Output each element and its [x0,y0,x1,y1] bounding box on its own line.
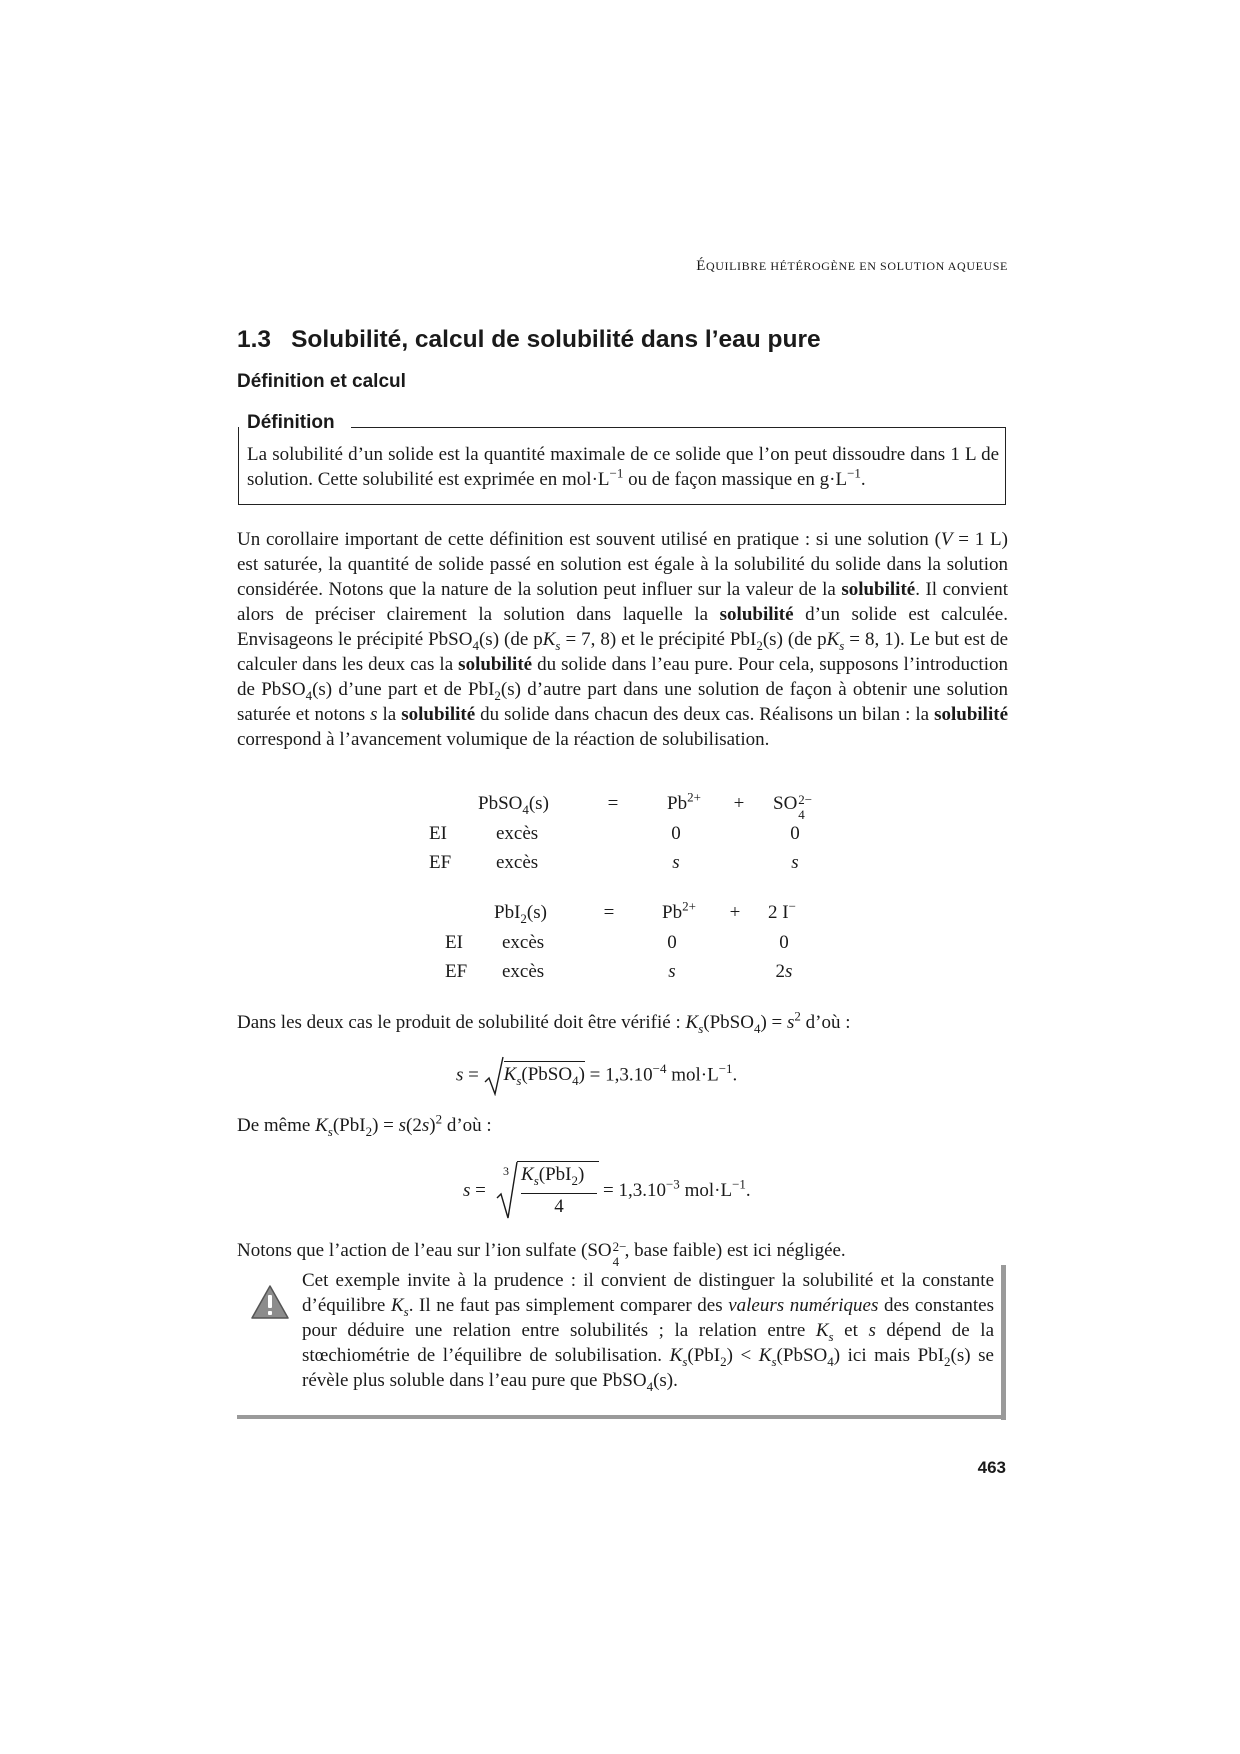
pbi2-sentence: De même $K_s(PbI_2) = s(2s)^2$ d’où : [237,1111,492,1139]
t2-row-c1: 0 [667,932,677,953]
t2-row-label: EI [445,932,463,953]
definition-label: Définition [245,412,341,434]
fraction-bar [521,1193,597,1194]
t2-row-c2: 2s [775,961,793,982]
t2-row-solid: excès [502,961,545,982]
t1-row-c2: 0 [790,823,800,844]
t2-equals: = [603,902,615,923]
t2-ion2: 2 I− [768,898,796,923]
t1-row-c1: s [672,852,680,873]
t1-equals: = [607,793,619,814]
definition-box-top-rule [351,427,1006,428]
t1-row-solid: excès [496,823,539,844]
section-number: 1.3 [237,326,272,353]
warning-box-bottom-border [237,1415,1006,1419]
warning-text: Cet exemple invite à la prudence : il convient de distinguer la solubilité et la constante d’équilibre $K_s$. Il ne faut pas simplement comparer des valeurs numériques des constantes pour déduire une relation entre solubilités ; la relation entre $K_s$ et s dépend de la stœchiométrie de l’équilibre de solubilisation. $K_s(PbI_2)$ < $K_s(PbSO_4)$ ici mais PbI$_2$(s) se révèle plus soluble dans l’eau pure que PbSO$_4$(s). [302,1270,995,1394]
t1-row-c1: 0 [671,823,681,844]
t2-row-solid: excès [502,932,545,953]
main-paragraph: Un corollaire important de cette définition est souvent utilisé en pratique : si une solution (V = 1 L) est saturée, la quantité de solide passé en solution est égale à la solubilité du solide dans la solution considérée. Notons que la nature de la solution peut influer sur la valeur de la solubilité. Il convient alors de préciser clairement la solution dans laquelle la solubilité d’un solide est calculée. Envisageons le précipité PbSO$_4$(s) (de $pK_s = 7$, 8) et le précipité PbI$_2$(s) (de $pK_s = 8$, 1). Le but est de calculer dans les deux cas la solubilité du solide dans l’eau pure. Pour cela, supposons l’introduction de PbSO$_4$(s) d’une part et de PbI$_2$(s) d’autre part dans une solution de façon à obtenir une solution saturée et notons s la solubilité du solide dans chacun des deux cas. Réalisons un bilan : la solubilité correspond à l’avancement volumique de la réaction de solubilisation. [237,529,1009,750]
cbrt-result: = $1,3.10^{-3}$ $mol\cdot L^{-1}$. [603,1176,751,1201]
t2-ion1: $Pb^{2+}$ [662,898,696,923]
t2-solid: PbI$_2$(s) [494,902,547,926]
product-sentence: Dans les deux cas le produit de solubilité doit être vérifié : $K_s(PbSO_4) = s^2$ d’où : [237,1008,851,1036]
t2-row-label: EF [445,961,468,982]
t1-solid: PbSO$_4$(s) [478,793,549,817]
root-vinculum [517,1161,599,1162]
page-number: 463 [977,1458,1006,1477]
root-index: 3 [503,1164,509,1178]
sulfate-note: Notons que l’action de l’eau sur l’ion sulfate (SO 2− 4 , base faible) est ici négligée. [237,1239,846,1269]
section-title-text: Solubilité, calcul de solubilité dans l’eau pure [291,326,821,353]
t1-row-c2: s [791,852,799,873]
warning-box-right-border [1001,1265,1006,1420]
section-title [237,326,821,354]
t1-row-label: EF [429,852,452,873]
fraction-numerator: $K_s(PbI_2)$ [521,1164,585,1188]
t2-row-c2: 0 [779,932,789,953]
radical-sign-icon [484,1056,504,1096]
t1-ion2: SO 2− 4 [773,792,813,822]
running-head: ÉQUILIBRE HÉTÉROGÈNE EN SOLUTION AQUEUSE [696,258,1008,274]
equation-sqrt: $s = K_s(PbSO_4) = 1,3.10^{-4}$ $mol\cdot L^{-1}$. [456,1056,737,1096]
t1-row-solid: excès [496,852,539,873]
t2-plus: + [729,902,741,923]
t2-row-c1: s [668,961,676,982]
t1-plus: + [733,793,745,814]
t1-row-label: EI [429,823,447,844]
subsection-title: Définition et calcul [237,371,406,392]
warning-triangle-icon [250,1284,290,1320]
t1-ion1: $Pb^{2+}$ [667,789,701,814]
fraction-denominator: 4 [554,1196,564,1217]
definition-text: La solubilité d’un solide est la quantité maximale de ce solide que l’on peut dissoudre dans 1 L de solution. Cette solubilité est exprimée en $mol\cdot L^{-1}$ ou de façon massique en $g\cdot L^{-1}$. [247,444,1000,490]
